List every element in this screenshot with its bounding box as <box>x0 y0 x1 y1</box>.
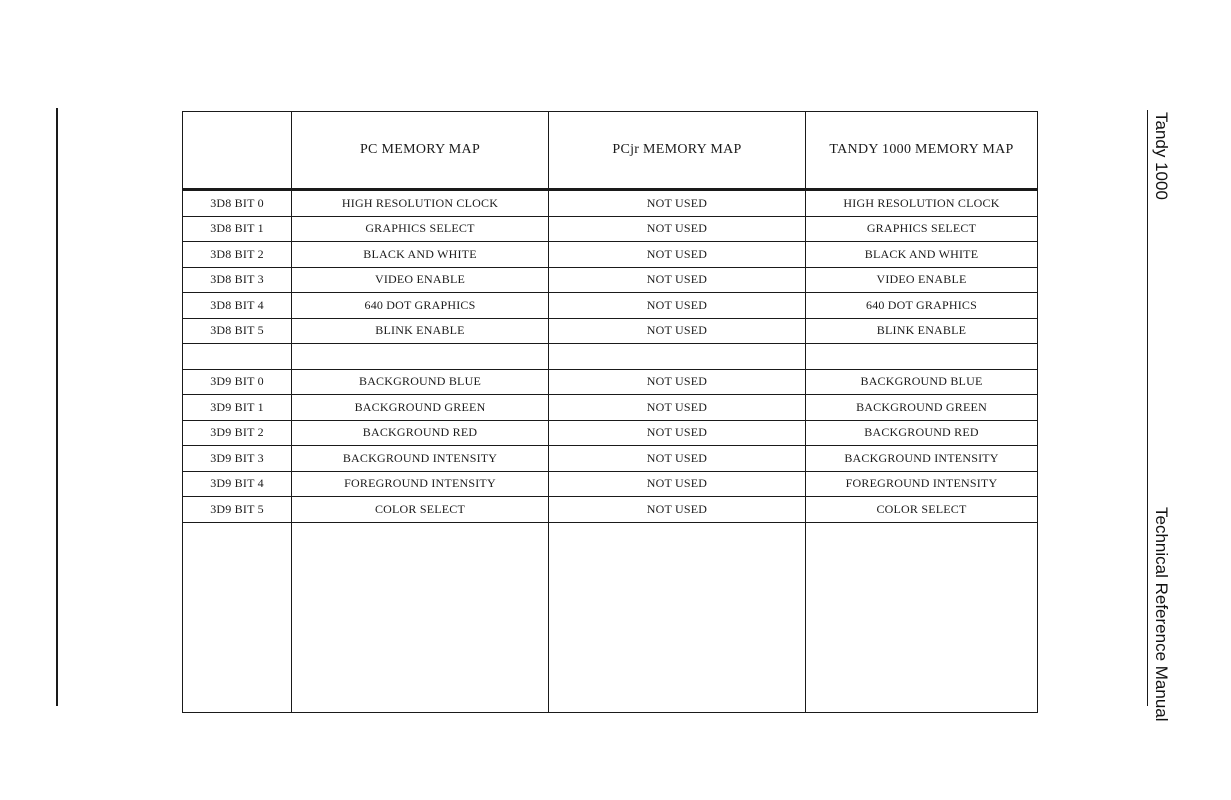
pc-cell: BACKGROUND BLUE <box>292 369 549 395</box>
register-bit-cell: 3D8 BIT 4 <box>183 293 292 319</box>
pcjr-cell: NOT USED <box>549 497 806 523</box>
table-row-empty-filler <box>183 522 1038 713</box>
tandy-cell: VIDEO ENABLE <box>806 267 1038 293</box>
pc-cell: 640 DOT GRAPHICS <box>292 293 549 319</box>
register-bit-cell: 3D9 BIT 3 <box>183 446 292 472</box>
register-bit-cell: 3D8 BIT 2 <box>183 242 292 268</box>
pc-cell <box>292 344 549 370</box>
pc-cell: HIGH RESOLUTION CLOCK <box>292 190 549 217</box>
table-row <box>183 267 1038 293</box>
pc-cell: GRAPHICS SELECT <box>292 216 549 242</box>
table-row <box>183 190 1038 217</box>
header-blank <box>183 112 292 190</box>
pc-cell: BACKGROUND RED <box>292 420 549 446</box>
register-bit-cell: 3D9 BIT 2 <box>183 420 292 446</box>
pcjr-cell: NOT USED <box>549 242 806 268</box>
register-bit-cell: 3D8 BIT 1 <box>183 216 292 242</box>
empty-cell <box>549 522 806 713</box>
memory-map-table <box>182 111 1038 713</box>
tandy-cell <box>806 344 1038 370</box>
register-bit-cell: 3D9 BIT 4 <box>183 471 292 497</box>
tandy-cell: 640 DOT GRAPHICS <box>806 293 1038 319</box>
table-row-blank <box>183 344 1038 370</box>
pcjr-cell: NOT USED <box>549 293 806 319</box>
pcjr-cell: NOT USED <box>549 369 806 395</box>
pc-cell: BLACK AND WHITE <box>292 242 549 268</box>
header-pcjr-memory-map: PCjr MEMORY MAP <box>549 112 806 190</box>
register-bit-cell: 3D9 BIT 1 <box>183 395 292 421</box>
tandy-cell: BACKGROUND BLUE <box>806 369 1038 395</box>
empty-cell <box>806 522 1038 713</box>
table-row <box>183 446 1038 472</box>
pcjr-cell: NOT USED <box>549 267 806 293</box>
table-row <box>183 497 1038 523</box>
left-margin-rule <box>56 108 58 706</box>
pc-cell: FOREGROUND INTENSITY <box>292 471 549 497</box>
tandy-cell: HIGH RESOLUTION CLOCK <box>806 190 1038 217</box>
table-row <box>183 242 1038 268</box>
empty-cell <box>183 522 292 713</box>
tandy-cell: BACKGROUND GREEN <box>806 395 1038 421</box>
table-row <box>183 216 1038 242</box>
register-bit-cell: 3D9 BIT 0 <box>183 369 292 395</box>
table-row <box>183 395 1038 421</box>
register-bit-cell: 3D8 BIT 0 <box>183 190 292 217</box>
table-row <box>183 318 1038 344</box>
tandy-cell: GRAPHICS SELECT <box>806 216 1038 242</box>
register-bit-cell: 3D8 BIT 5 <box>183 318 292 344</box>
right-margin-rule <box>1147 110 1148 706</box>
pcjr-cell: NOT USED <box>549 395 806 421</box>
table-row <box>183 293 1038 319</box>
header-row <box>183 112 1038 190</box>
register-bit-cell: 3D8 BIT 3 <box>183 267 292 293</box>
pc-cell: BLINK ENABLE <box>292 318 549 344</box>
pc-cell: BACKGROUND GREEN <box>292 395 549 421</box>
running-head-title: Tandy 1000 <box>1152 112 1171 200</box>
empty-cell <box>292 522 549 713</box>
pc-cell: BACKGROUND INTENSITY <box>292 446 549 472</box>
pc-cell: COLOR SELECT <box>292 497 549 523</box>
tandy-cell: FOREGROUND INTENSITY <box>806 471 1038 497</box>
register-bit-cell: 3D9 BIT 5 <box>183 497 292 523</box>
pcjr-cell: NOT USED <box>549 446 806 472</box>
header-tandy-1000-memory-map: TANDY 1000 MEMORY MAP <box>806 112 1038 190</box>
pcjr-cell: NOT USED <box>549 216 806 242</box>
pcjr-cell: NOT USED <box>549 190 806 217</box>
pcjr-cell <box>549 344 806 370</box>
tandy-cell: BLACK AND WHITE <box>806 242 1038 268</box>
table-row <box>183 369 1038 395</box>
tandy-cell: BACKGROUND RED <box>806 420 1038 446</box>
table-row <box>183 420 1038 446</box>
tandy-cell: BACKGROUND INTENSITY <box>806 446 1038 472</box>
pc-cell: VIDEO ENABLE <box>292 267 549 293</box>
pcjr-cell: NOT USED <box>549 420 806 446</box>
register-bit-cell <box>183 344 292 370</box>
pcjr-cell: NOT USED <box>549 318 806 344</box>
running-head-manual: Technical Reference Manual <box>1152 507 1171 722</box>
tandy-cell: BLINK ENABLE <box>806 318 1038 344</box>
table-row <box>183 471 1038 497</box>
header-pc-memory-map: PC MEMORY MAP <box>292 112 549 190</box>
tandy-cell: COLOR SELECT <box>806 497 1038 523</box>
pcjr-cell: NOT USED <box>549 471 806 497</box>
